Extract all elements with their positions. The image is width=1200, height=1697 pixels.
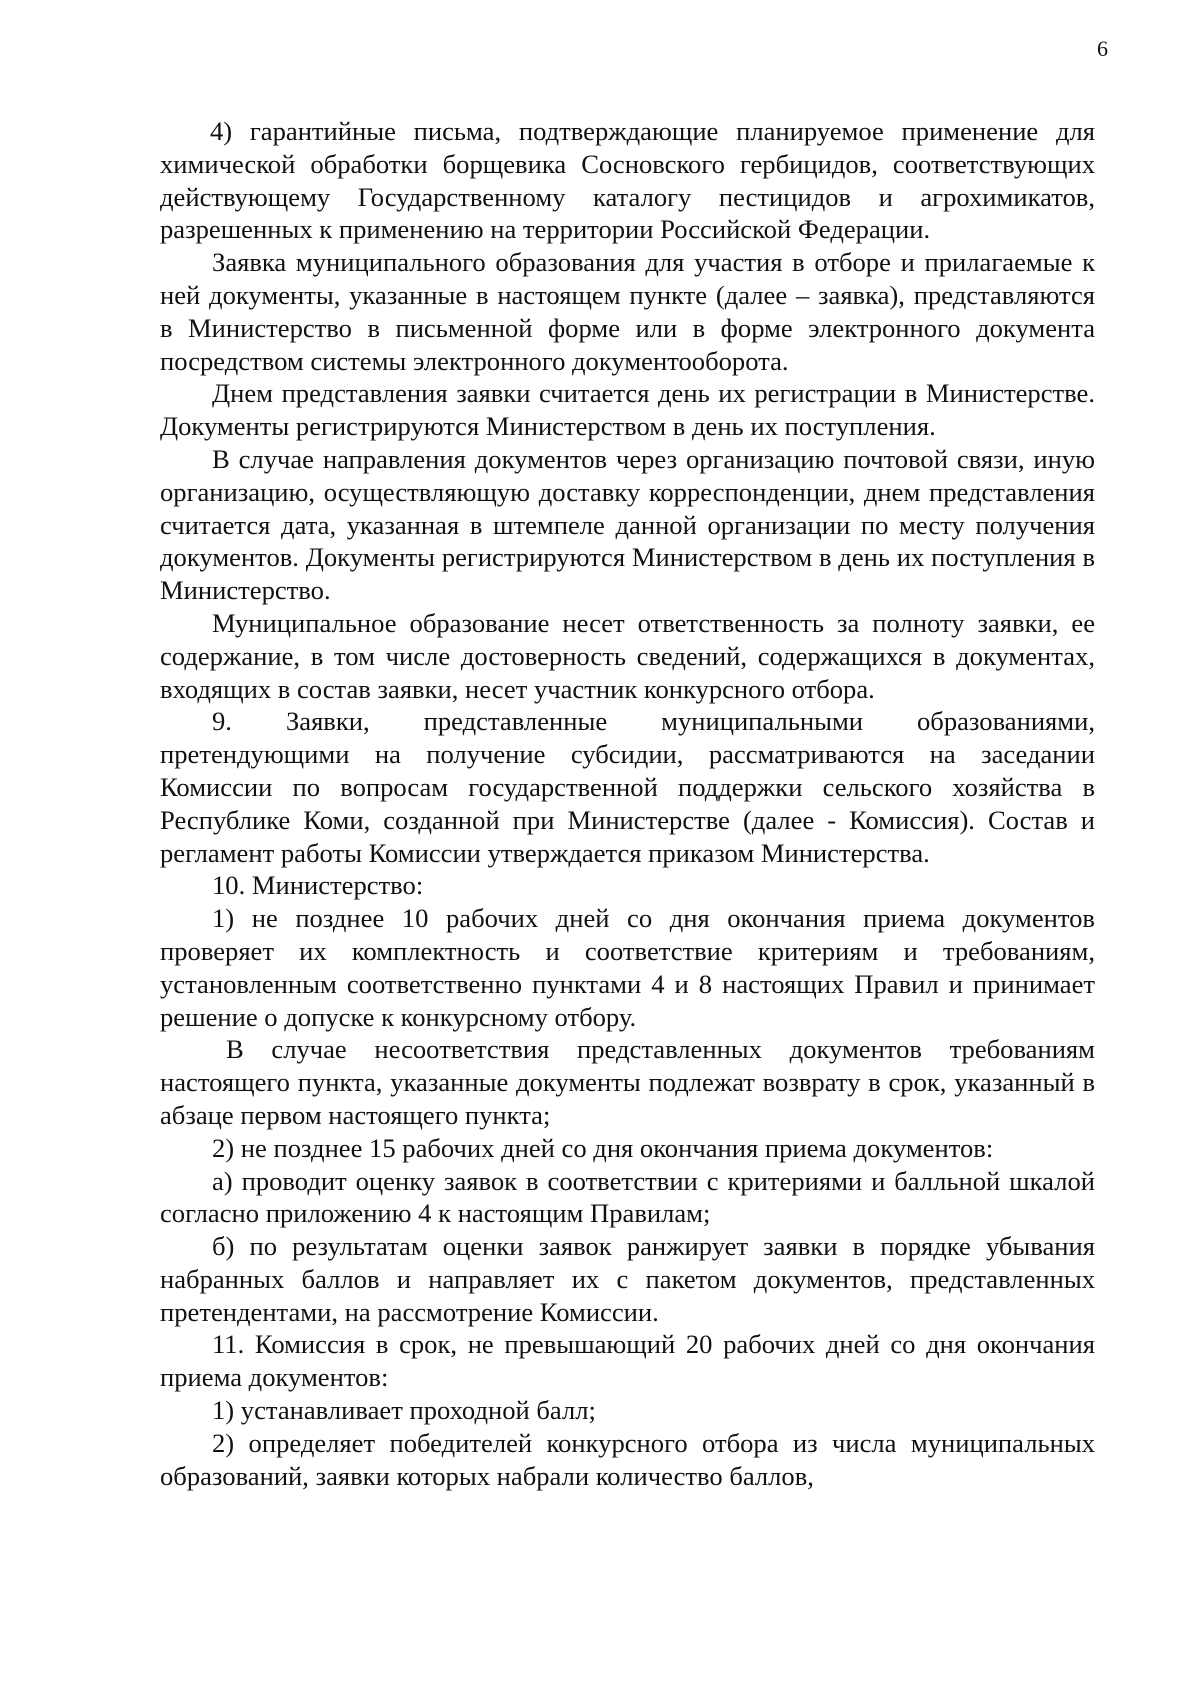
paragraph-10-ministry: 10. Министерство:: [212, 870, 424, 901]
paragraph-guarantee-letters: 4) гарантийные письма, подтверждающие планируемое применение для химической обработки борщевика Сосновского гербицидов, соответствующих действующему Государственному каталогу пестицидов и агрохимикатов, разрешенных к применению на территории Российской Федерации.: [160, 116, 1095, 245]
paragraph-submission-date: Днем представления заявки считается день их регистрации в Министерстве. Документы регистрируются Министерством в день их поступления.: [160, 378, 1095, 442]
page-number: 6: [1097, 36, 1108, 61]
paragraph-non-compliance-return: В случае несоответствия представленных документов требованиям настоящего пункта, указанные документы подлежат возврату в срок, указанный в абзаце первом настоящего пункта;: [160, 1034, 1095, 1130]
paragraph-11-1-passing-score: 1) устанавливает проходной балл;: [212, 1395, 596, 1426]
paragraph-application-definition: Заявка муниципального образования для участия в отборе и прилагаемые к ней документы, указанные в настоящем пункте (далее – заявка), представляются в Министерство в письменной форме или в форме электронного документа посредством системы электронного документооборота.: [160, 247, 1095, 376]
paragraph-10-2-b-ranking: б) по результатам оценки заявок ранжирует заявки в порядке убывания набранных баллов и направляет их с пакетом документов, представленных претендентами, на рассмотрение Комиссии.: [160, 1231, 1095, 1327]
paragraph-11-commission: 11. Комиссия в срок, не превышающий 20 рабочих дней со дня окончания приема документов:: [160, 1329, 1095, 1393]
paragraph-responsibility: Муниципальное образование несет ответственность за полноту заявки, ее содержание, в том числе достоверность сведений, содержащихся в документах, входящих в состав заявки, несет участник конкурсного отбора.: [160, 607, 1095, 704]
paragraph-9-commission-review: 9. Заявки, представленные муниципальными образованиями, претендующими на получение субсидии, рассматриваются на заседании Комиссии по вопросам государственной поддержки сельского хозяйства в Республике Коми, созданной при Министерстве (далее - Комиссия). Состав и регламент работы Комиссии утверждается приказом Министерства.: [160, 706, 1095, 868]
paragraph-10-1-completeness-check: 1) не позднее 10 рабочих дней со дня окончания приема документов проверяет их комплектность и соответствие критериям и требованиям, установленным соответственно пунктами 4 и 8 настоящих Правил и принимает решение о допуске к конкурсному отбору.: [160, 903, 1095, 1032]
paragraph-postal-submission: В случае направления документов через организацию почтовой связи, иную организацию, осуществляющую доставку корреспонденции, днем представления считается дата, указанная в штемпеле данной организации по месту получения документов. Документы регистрируются Министерством в день их поступления в Министерство.: [160, 443, 1095, 606]
paragraph-11-2-winners: 2) определяет победителей конкурсного отбора из числа муниципальных образований, заявки которых набрали количество баллов,: [160, 1427, 1095, 1491]
document-body: [160, 115, 1095, 1492]
paragraph-10-2-a-evaluation: а) проводит оценку заявок в соответствии с критериями и балльной шкалой согласно приложению 4 к настоящим Правилам;: [160, 1165, 1095, 1229]
paragraph-10-2-deadline: 2) не позднее 15 рабочих дней со дня окончания приема документов:: [212, 1132, 994, 1163]
